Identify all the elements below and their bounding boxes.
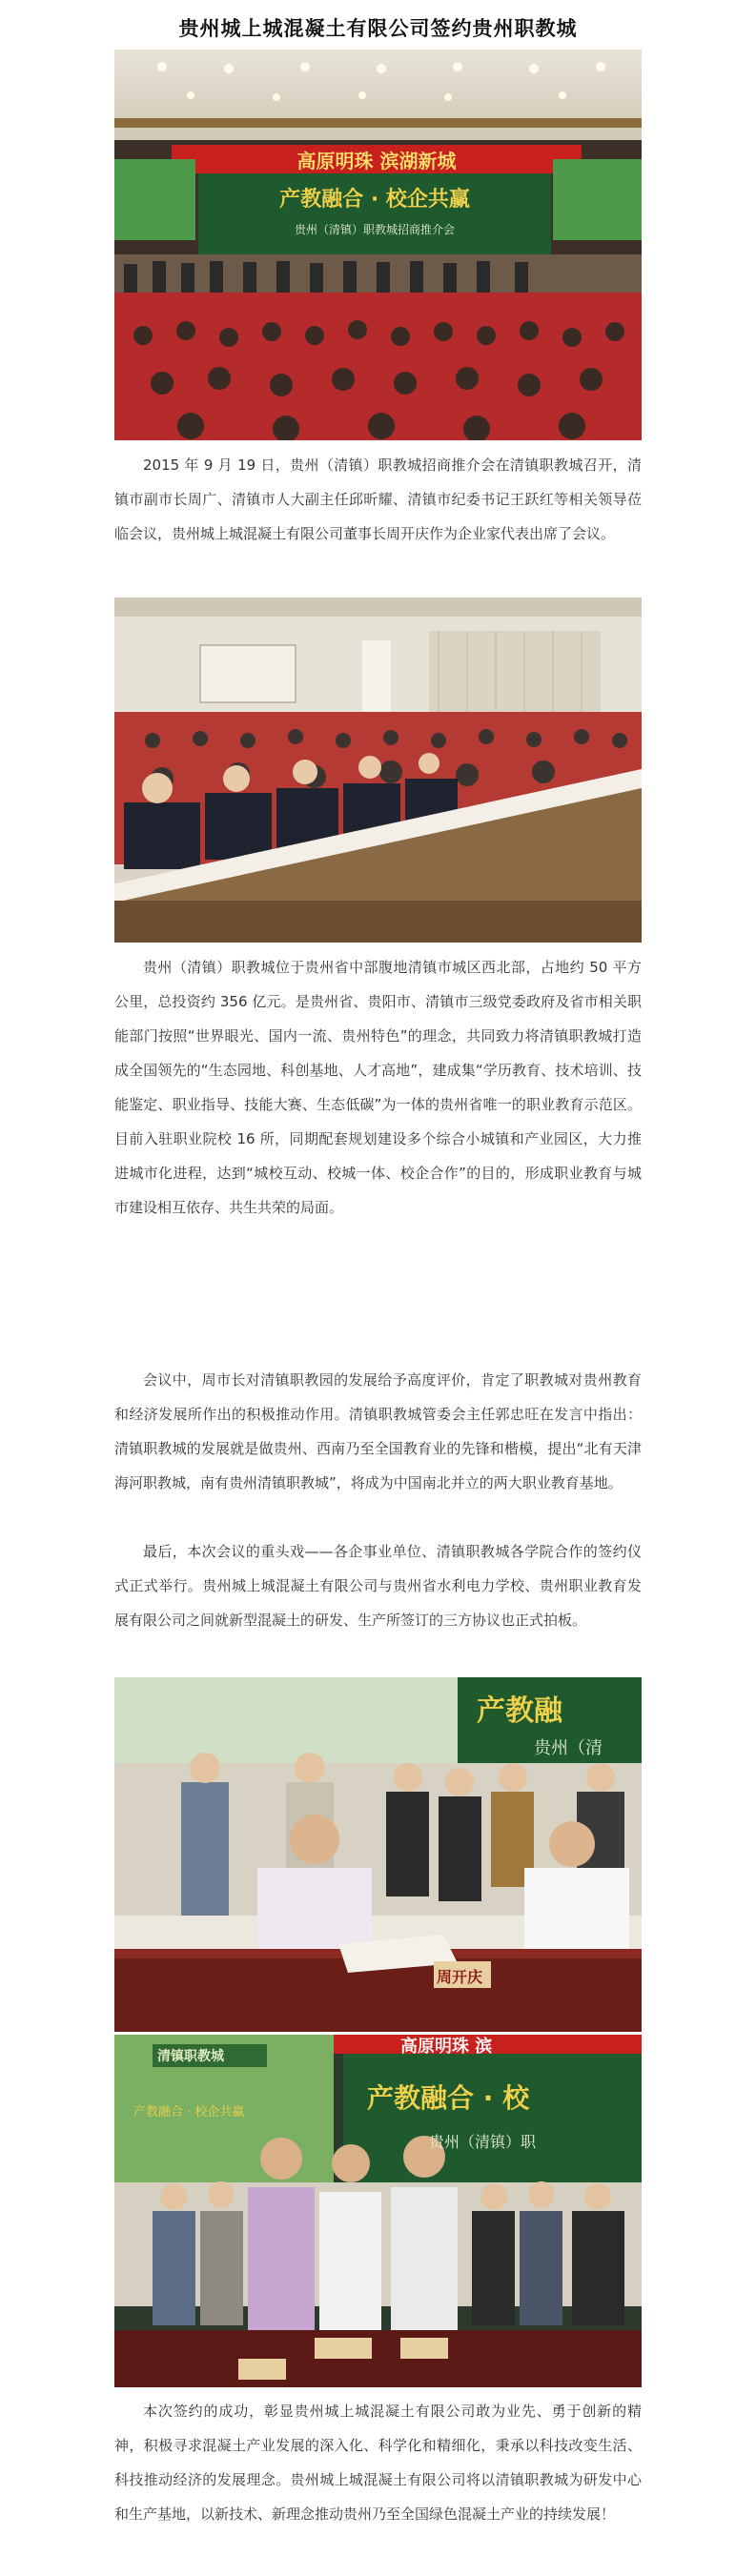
audience-illustration: [114, 598, 642, 943]
left-screen-title: 清镇职教城: [157, 2049, 224, 2064]
screen-sub-text: 贵州（清: [534, 1738, 603, 1758]
paragraph-2: 贵州（清镇）职教城位于贵州省中部腹地清镇市城区西北部，占地约 50 平方公里，总投资约 356 亿元。是贵州省、贵阳市、清镇市三级党委政府及省市相关职能部门按照“世界眼光、国内一流、贵州特色”的理念，共同致力将清镇职教城打造成全国领先的“生态园地、科创基地、人才高地”，建成集“学历教育、技术培训、技能鉴定、职业指导、技能大赛、生态低碳”为一体的贵州省唯一的职业教育示范区。目前入驻职业院校 16 所，同期配套规划建设多个综合小城镇和产业园区，大力推进城市化进程，达到“城校互动、校城一体、校企合作”的目的，形成职业教育与城市建设相互依存、共生共荣的局面。: [114, 959, 642, 1216]
paragraph-1: 2015 年 9 月 19 日，贵州（清镇）职教城招商推介会在清镇职教城召开，清镇市副市长周广、清镇市人大副主任邱昕耀、清镇市纪委书记王跃红等相关领导莅临会议，贵州城上城混凝土有限公司董事长周开庆作为企业家代表出席了会议。: [114, 456, 642, 542]
conference-photo-audience: [114, 598, 642, 943]
red-banner-text: 高原明珠 滨: [400, 2037, 493, 2057]
paragraph-5: 本次签约的成功，彰显贵州城上城混凝土有限公司敢为业先、勇于创新的精神，积极寻求混凝土产业发展的深入化、科学化和精细化，秉承以科技改变生活、科技推动经济的发展理念。贵州城上城混凝土有限公司将以清镇职教城为研发中心和生产基地，以新技术、新理念推动贵州乃至全国绿色混凝土产业的持续发展！: [114, 2403, 642, 2523]
nameplate: 周开庆: [437, 1968, 483, 1986]
screen-sub-text: 贵州（清镇）职教城招商推介会: [294, 223, 455, 236]
screen-main-text: 产教融合 · 校企共赢: [279, 188, 470, 212]
signing-photo-1: [114, 1677, 642, 2032]
screen-sub-text: 贵州（清镇）职: [429, 2133, 537, 2151]
screen-text: 产教融: [477, 1694, 562, 1728]
paragraph-4: 最后，本次会议的重头戏——各企事业单位、清镇职教城各学院合作的签约仪式正式举行。贵州城上城混凝土有限公司与贵州省水利电力学校、贵州职业教育发展有限公司之间就新型混凝土的研发、生产所签订的三方协议也正式拍板。: [114, 1543, 642, 1629]
screen-main-text: 产教融合 · 校: [367, 2082, 530, 2114]
article-title: 贵州城上城混凝土有限公司签约贵州职教城: [178, 17, 578, 40]
paragraph-3: 会议中，周市长对清镇职教园的发展给予高度评价，肯定了职教城对贵州教育和经济发展所作出的积极推动作用。清镇职教城管委会主任郭忠旺在发言中指出：清镇职教城的发展就是做贵州、西南乃至全国教育业的先锋和楷模，提出“北有天津海河职教城，南有贵州清镇职教城”，将成为中国南北并立的两大职业教育基地。: [114, 1371, 642, 1491]
conference-photo-stage: [114, 50, 642, 440]
signing-illustration-1: [114, 1677, 642, 2032]
left-screen-sub: 产教融合 · 校企共赢: [133, 2105, 245, 2120]
red-banner-text: 高原明珠 滨湖新城: [296, 150, 457, 172]
conference-stage-illustration: [114, 50, 642, 440]
signing-photo-2: [114, 2035, 642, 2387]
